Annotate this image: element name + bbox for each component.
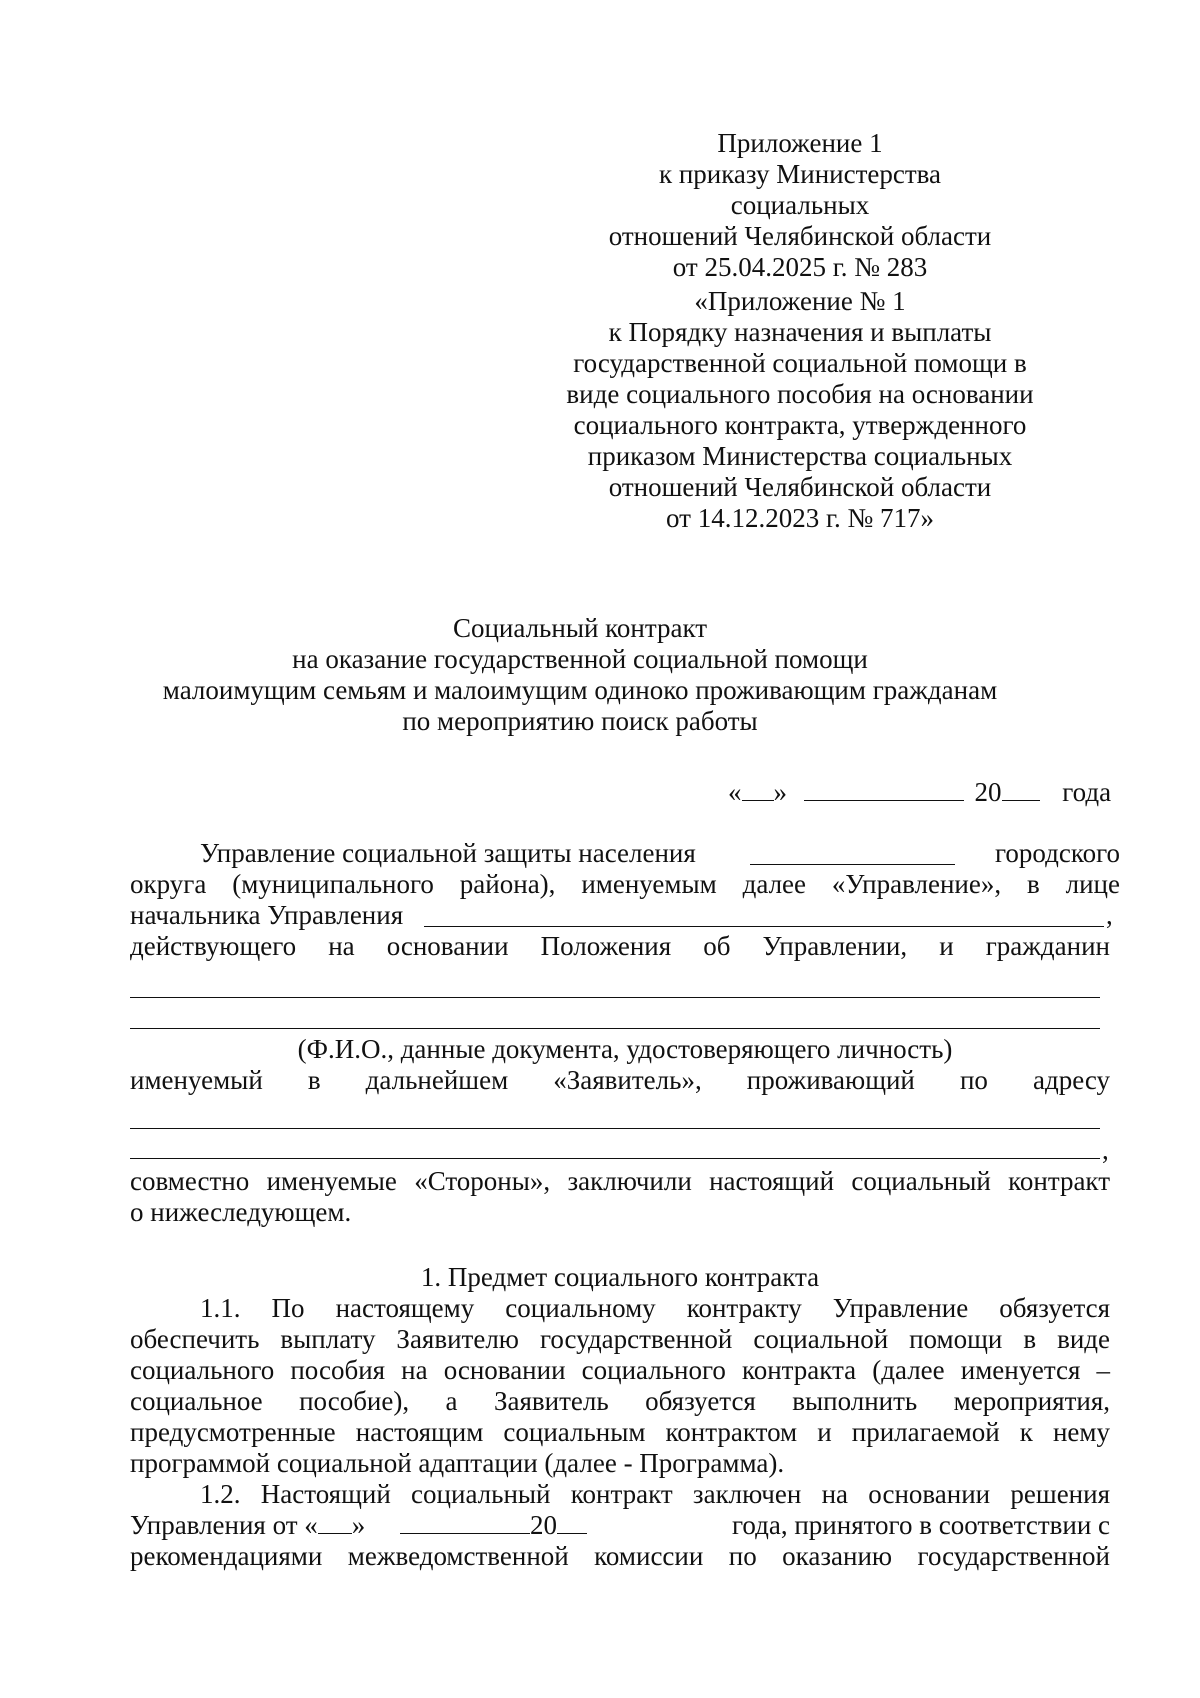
appendix-2-line: государственной социальной помощи в xyxy=(573,348,1027,378)
address-intro-line: именуемый в дальнейшем «Заявитель», проживающий по адресу xyxy=(130,1065,1110,1095)
date-open-quote: « xyxy=(728,777,742,807)
appendix-2-line: «Приложение № 1 xyxy=(694,286,906,316)
paragraph-1-1 xyxy=(130,1293,1110,1479)
head-name-blank[interactable] xyxy=(424,904,1104,927)
year-word: года xyxy=(1062,777,1112,807)
intro-text: городского xyxy=(995,838,1120,868)
document-title-line: малоимущим семьям и малоимущим одиноко проживающим гражданам xyxy=(162,675,998,705)
appendix-2-line: от 14.12.2023 г. № 717» xyxy=(666,503,934,533)
appendix-1-block xyxy=(590,128,1010,283)
comma: , xyxy=(1102,1135,1109,1165)
appendix-2-line: виде социального пособия на основании xyxy=(566,379,1034,409)
appendix-1-title: Приложение 1 xyxy=(717,128,883,158)
intro-line-2: округа (муниципального района), именуемым далее «Управление», в лице xyxy=(130,869,1120,899)
paragraph-text: года, принятого в соответствии с xyxy=(732,1510,1110,1540)
address-blank-2[interactable] xyxy=(130,1158,1100,1159)
date-close-quote: » xyxy=(773,777,787,807)
day-blank[interactable] xyxy=(742,778,774,801)
paragraph-line: программой социальной адаптации (далее - Программа). xyxy=(130,1448,785,1478)
paragraph-line: предусмотренные настоящим социальным контрактом и прилагаемой к нему xyxy=(130,1417,1110,1447)
appendix-2-line: к Порядку назначения и выплаты xyxy=(608,317,992,347)
contract-date-line xyxy=(728,777,1118,808)
appendix-2-line: приказом Министерства социальных xyxy=(587,441,1013,471)
section-1-heading: 1. Предмет социального контракта xyxy=(420,1262,820,1292)
decision-month-blank[interactable] xyxy=(400,1511,530,1534)
parties-line: совместно именуемые «Стороны», заключили настоящий социальный контракт xyxy=(130,1166,1110,1196)
intro-text: начальника Управления xyxy=(130,900,404,930)
paragraph-text: » xyxy=(351,1510,366,1540)
document-title xyxy=(130,613,1030,737)
paragraph-text: 20 xyxy=(530,1510,558,1540)
year-blank[interactable] xyxy=(1002,778,1040,801)
paragraph-line: 1.1. По настоящему социальному контракту Управление обязуется xyxy=(200,1293,1110,1323)
decision-year-blank[interactable] xyxy=(557,1511,587,1534)
intro-line-1 xyxy=(130,838,1120,869)
paragraph-line: обеспечить выплату Заявителю государственной социальной помощи в виде xyxy=(130,1324,1110,1354)
paragraph-line xyxy=(130,1510,1110,1541)
municipality-blank[interactable] xyxy=(750,842,955,865)
paragraph-line: социального пособия на основании социального контракта (далее именуется – xyxy=(130,1355,1110,1385)
citizen-blank-2[interactable] xyxy=(130,1028,1100,1029)
decision-day-blank[interactable] xyxy=(318,1511,352,1534)
parties-paragraph xyxy=(130,1166,1110,1228)
month-blank[interactable] xyxy=(804,778,964,801)
parties-line: о нижеследующем. xyxy=(130,1197,352,1227)
appendix-2-block xyxy=(555,286,1045,534)
paragraph-1-2 xyxy=(130,1479,1110,1572)
document-title-line: Социальный контракт xyxy=(452,613,708,643)
intro-line-4: действующего на основании Положения об Управлении, и гражданин xyxy=(130,931,1110,961)
intro-text: Управление социальной защиты населения xyxy=(200,838,696,868)
comma: , xyxy=(1106,900,1113,930)
year-prefix: 20 xyxy=(974,777,1002,807)
paragraph-line: 1.2. Настоящий социальный контракт заключен на основании решения xyxy=(200,1479,1110,1509)
appendix-1-line: к приказу Министерства социальных xyxy=(658,159,942,220)
intro-paragraph xyxy=(130,838,1120,962)
paragraph-line: социальное пособие), а Заявитель обязуется выполнить мероприятия, xyxy=(130,1386,1110,1416)
address-blank-1[interactable] xyxy=(130,1128,1100,1129)
citizen-blank-1[interactable] xyxy=(130,997,1100,998)
citizen-caption: (Ф.И.О., данные документа, удостоверяющего личность) xyxy=(297,1034,953,1064)
paragraph-line: рекомендациями межведомственной комиссии по оказанию государственной xyxy=(130,1541,1110,1571)
appendix-1-line: отношений Челябинской области xyxy=(608,221,992,251)
paragraph-text: Управления от « xyxy=(130,1510,318,1540)
appendix-1-line: от 25.04.2025 г. № 283 xyxy=(672,252,928,282)
appendix-2-line: социального контракта, утвержденного xyxy=(573,410,1027,440)
document-title-line: на оказание государственной социальной помощи xyxy=(292,644,868,674)
intro-line-3 xyxy=(130,900,1120,931)
document-title-line: по мероприятию поиск работы xyxy=(402,706,758,736)
appendix-2-line: отношений Челябинской области xyxy=(608,472,992,502)
